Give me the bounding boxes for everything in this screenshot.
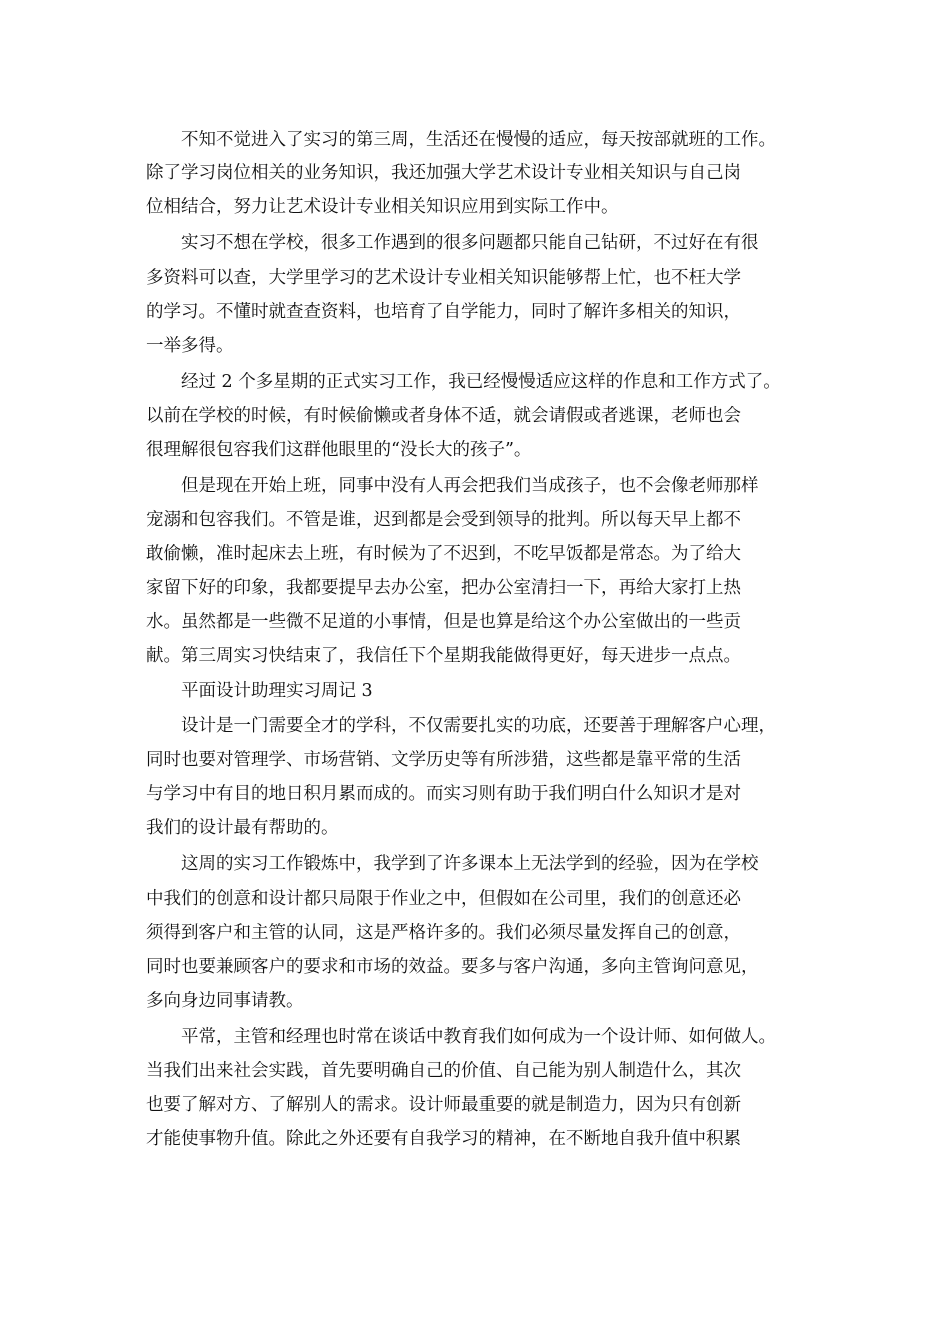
text-line: 的学习。不懂时就查查资料，也培育了自学能力，同时了解许多相关的知识，	[146, 302, 741, 322]
section-heading: 平面设计助理实习周记 3	[146, 681, 373, 701]
text-line: 多资料可以查，大学里学习的艺术设计专业相关知识能够帮上忙，也不枉大学	[146, 268, 741, 288]
text-line: 水。虽然都是一些微不足道的小事情，但是也算是给这个办公室做出的一些贡	[146, 612, 741, 632]
text-line: 宠溺和包容我们。不管是谁，迟到都是会受到领导的批判。所以每天早上都不	[146, 510, 741, 530]
text-line: 献。第三周实习快结束了，我信任下个星期我能做得更好，每天进步一点点。	[146, 646, 741, 666]
text-line: 我们的设计最有帮助的。	[146, 818, 339, 838]
text-line: 位相结合，努力让艺术设计专业相关知识应用到实际工作中。	[146, 197, 619, 217]
text-line: 一举多得。	[146, 336, 234, 356]
text-line: 同时也要对管理学、市场营销、文学历史等有所涉猎，这些都是靠平常的生活	[146, 750, 741, 770]
text-line: 当我们出来社会实践，首先要明确自己的价值、自己能为别人制造什么，其次	[146, 1061, 741, 1081]
text-line: 但是现在开始上班，同事中没有人再会把我们当成孩子，也不会像老师那样	[146, 476, 759, 496]
text-line: 家留下好的印象，我都要提早去办公室，把办公室清扫一下，再给大家打上热	[146, 578, 741, 598]
text-line: 才能使事物升值。除此之外还要有自我学习的精神，在不断地自我升值中积累	[146, 1129, 741, 1149]
text-line: 这周的实习工作锻炼中，我学到了许多课本上无法学到的经验，因为在学校	[146, 854, 759, 874]
text-line: 经过 2 个多星期的正式实习工作，我已经慢慢适应这样的作息和工作方式了。	[146, 372, 781, 392]
text-line: 须得到客户和主管的认同，这是严格许多的。我们必须尽量发挥自己的创意，	[146, 923, 741, 943]
text-line: 也要了解对方、了解别人的需求。设计师最重要的就是制造力，因为只有创新	[146, 1095, 741, 1115]
text-line: 平常，主管和经理也时常在谈话中教育我们如何成为一个设计师、如何做人。	[146, 1027, 776, 1047]
text-line: 同时也要兼顾客户的要求和市场的效益。要多与客户沟通，多向主管询问意见，	[146, 957, 759, 977]
text-line: 与学习中有目的地日积月累而成的。而实习则有助于我们明白什么知识才是对	[146, 784, 741, 804]
text-line: 很理解很包容我们这群他眼里的“没长大的孩子”。	[146, 440, 532, 460]
text-line: 中我们的创意和设计都只局限于作业之中，但假如在公司里，我们的创意还必	[146, 889, 741, 909]
text-line: 除了学习岗位相关的业务知识，我还加强大学艺术设计专业相关知识与自己岗	[146, 163, 741, 183]
text-line: 不知不觉进入了实习的第三周，生活还在慢慢的适应，每天按部就班的工作。	[146, 130, 776, 150]
text-line: 以前在学校的时候，有时候偷懒或者身体不适，就会请假或者逃课，老师也会	[146, 406, 741, 426]
text-line: 多向身边同事请教。	[146, 991, 304, 1011]
text-line: 设计是一门需要全才的学科，不仅需要扎实的功底，还要善于理解客户心理，	[146, 716, 776, 736]
text-line: 实习不想在学校，很多工作遇到的很多问题都只能自己钻研，不过好在有很	[146, 233, 759, 253]
text-line: 敢偷懒，准时起床去上班，有时候为了不迟到，不吃早饭都是常态。为了给大	[146, 544, 741, 564]
